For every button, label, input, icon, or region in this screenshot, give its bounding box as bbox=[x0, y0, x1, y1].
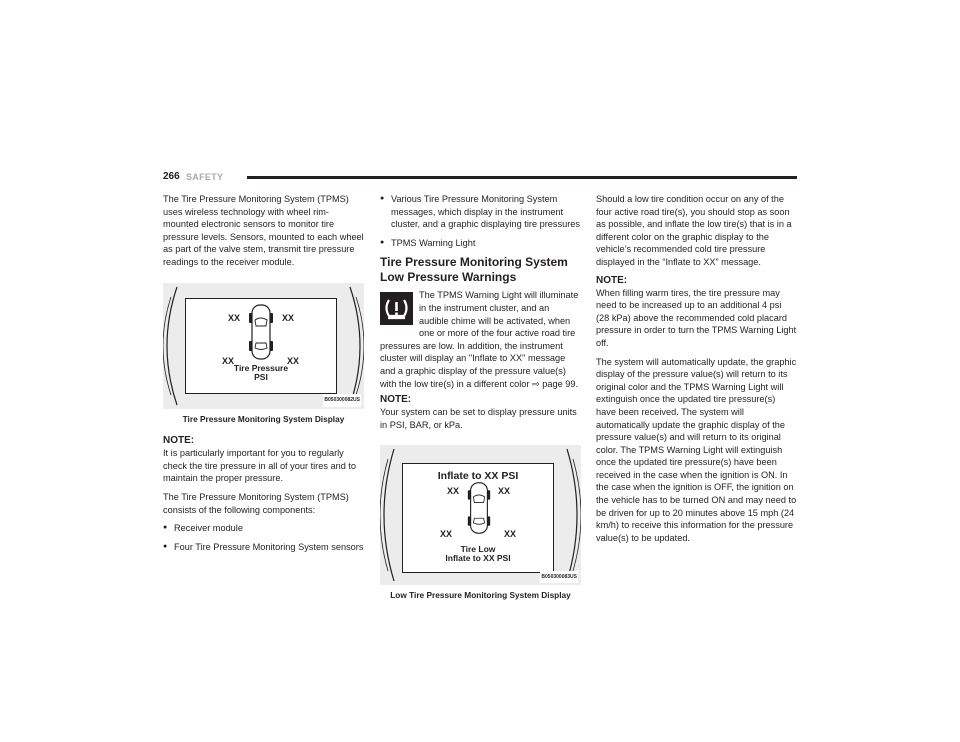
tpms-warning-light-icon bbox=[380, 292, 413, 325]
display-label-line2: PSI bbox=[254, 371, 268, 382]
note-heading: NOTE: bbox=[163, 435, 195, 447]
components-list bbox=[163, 522, 364, 553]
tire-value-front-right: XX bbox=[282, 312, 295, 323]
note-text: It is particularly important for you to regularly check the tire pressure in all of your tires and to maintain the proper pressure. bbox=[163, 448, 357, 484]
list-item: ● Four Tire Pressure Monitoring System sensors bbox=[163, 541, 364, 554]
figure-caption: Low Tire Pressure Monitoring System Display bbox=[390, 590, 571, 601]
page-reference-arrow-icon: ⇨ bbox=[532, 378, 540, 389]
components-intro: The Tire Pressure Monitoring System (TPMS) consists of the following components: bbox=[163, 491, 349, 515]
note-heading: NOTE: bbox=[380, 394, 412, 406]
list-item: ● TPMS Warning Light bbox=[380, 237, 581, 250]
page-header bbox=[163, 171, 797, 185]
tire-value-front-left: XX bbox=[228, 312, 241, 323]
page-reference-link[interactable] bbox=[532, 379, 578, 389]
car-outline-icon bbox=[249, 303, 273, 361]
tire-value-rear-left: XX bbox=[222, 355, 235, 366]
note-text: When filling warm tires, the tire pressure may need to be increased up to an additional 4 psi (28 kPa) above the recommended cold placard pressure in order to turn the TPMS Warning Light off. bbox=[596, 287, 797, 348]
column-left bbox=[163, 193, 364, 559]
note-heading: NOTE: bbox=[596, 274, 628, 286]
car-outline-icon bbox=[467, 481, 491, 535]
warning-text: The TPMS Warning Light will illuminate in the instrument cluster, and an audible chime will be activated, when one or more of the four active road tire pressures are low. In addition, the instrument cluster will display an "Inflate to XX" message and a graphic display of the pressure value(s) with the low tire(s) in a different color bbox=[380, 290, 579, 389]
figure-caption: Tire Pressure Monitoring System Display bbox=[182, 413, 345, 424]
list-item: ● Receiver module bbox=[163, 522, 364, 535]
display-label-line1: Tire Low bbox=[460, 544, 496, 555]
intro-paragraph: The Tire Pressure Monitoring System (TPMS) uses wireless technology with wheel rim-mounted electronic sensors to monitor tire pressure levels. Sensors, mounted to each wheel as part of the valve stem, transmit tire pressure readings to the receiver module. bbox=[163, 194, 364, 267]
tpms-display-figure bbox=[163, 283, 364, 409]
warning-block bbox=[380, 289, 581, 394]
tire-value-rear-left: XX bbox=[440, 529, 453, 540]
display-label-line2: Inflate to XX PSI bbox=[445, 553, 511, 564]
page-reference-text: page 99. bbox=[542, 378, 579, 389]
note-text: Your system can be set to display pressure units in PSI, BAR, or kPa. bbox=[380, 407, 577, 430]
display-label-line1: Tire Pressure bbox=[233, 362, 289, 373]
header-rule bbox=[247, 176, 797, 179]
low-tire-paragraph: Should a low tire condition occur on any of the four active road tire(s), you should stop as soon as possible, and inflate the low tire(s) that is in a different color on the graphic display to the vehicle’s recommended cold tire pressure displayed in the “Inflate to XX” message. bbox=[596, 194, 792, 267]
tire-value-rear-right: XX bbox=[287, 355, 300, 366]
tire-value-rear-right: XX bbox=[504, 529, 517, 540]
column-right bbox=[596, 193, 797, 550]
page-number: 266 bbox=[163, 171, 180, 182]
list-item: ● Various Tire Pressure Monitoring System messages, which display in the instrument cluster, and a graphic displaying tire pressures bbox=[380, 193, 581, 231]
cluster-screen bbox=[402, 463, 554, 573]
tire-value-front-left: XX bbox=[447, 486, 460, 497]
low-pressure-display-figure bbox=[380, 445, 581, 585]
components-list-continued bbox=[380, 193, 581, 249]
figure-code: B050300083US bbox=[540, 571, 578, 584]
column-middle bbox=[380, 193, 581, 612]
update-paragraph: The system will automatically update, the graphic display of the pressure value(s) will return to its original color and the TPMS Warning Light will extinguish once the updated tire pressure(s) have been received. The system will automatically update the graphic display of the pressure value(s) and will return to its original color. The TPMS Warning Light will extinguish once the updated tire pressure(s) have been received in the case when the ignition is ON. In the case when the ignition is OFF, the ignition on the vehicle has to be turned ON and may need to be driven for up to 20 minutes above 15 mph (24 km/h) to receive this information for the pressure value(s) to be updated. bbox=[596, 356, 797, 543]
section-heading: Tire Pressure Monitoring System Low Pressure Warnings bbox=[380, 255, 568, 285]
display-title: Inflate to XX PSI bbox=[437, 470, 519, 483]
section-title: SAFETY bbox=[186, 172, 224, 182]
cluster-screen bbox=[185, 298, 337, 394]
tire-value-front-right: XX bbox=[498, 486, 511, 497]
figure-code: B050300082US bbox=[323, 394, 361, 407]
